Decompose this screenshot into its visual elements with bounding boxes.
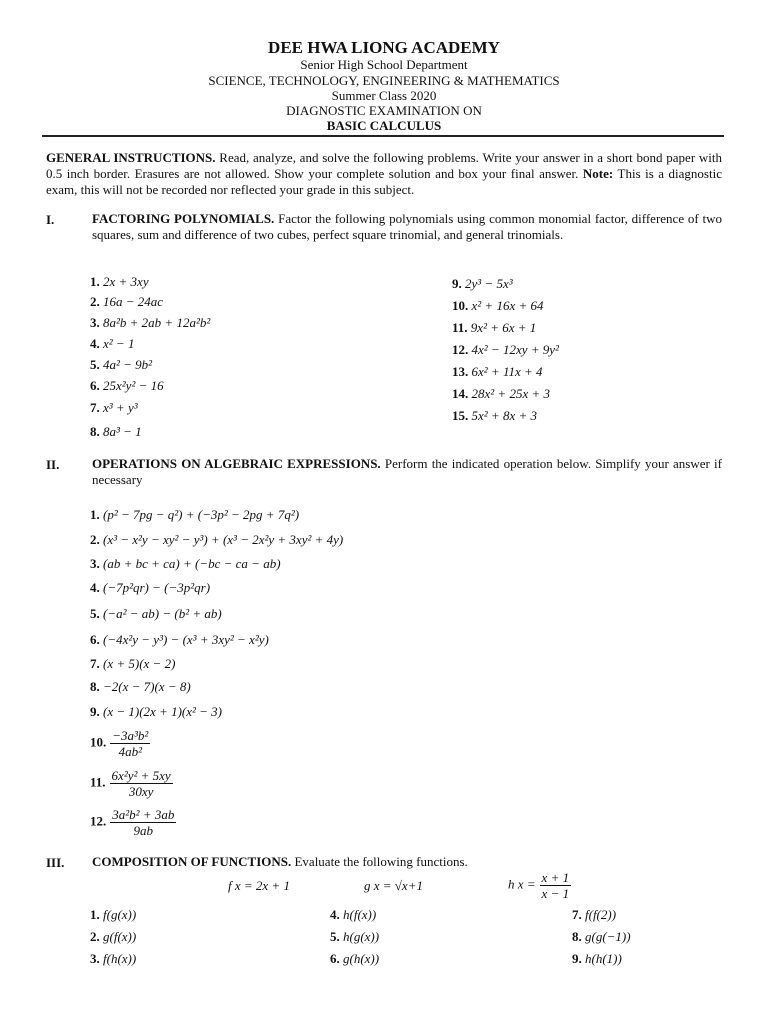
factoring-item: 6. 25x²y² − 16 (90, 378, 164, 393)
composition-item: 9. h(h(1)) (572, 951, 622, 966)
composition-item: 6. g(h(x)) (330, 951, 380, 966)
operation-item: 5. (−a² − ab) − (b² + ab) (90, 606, 222, 621)
department-line: Senior High School Department (300, 57, 468, 72)
strand-line: SCIENCE, TECHNOLOGY, ENGINEERING & MATHEMATICS (208, 73, 560, 88)
factoring-item: 15. 5x² + 8x + 3 (452, 408, 537, 423)
operation-item: 1. (p² − 7pg − q²) + (−3p² − 2pg + 7q²) (90, 507, 300, 522)
factoring-item: 2. 16a − 24ac (90, 294, 164, 309)
factoring-item: 13. 6x² + 11x + 4 (452, 364, 543, 379)
factoring-item: 12. 4x² − 12xy + 9y² (452, 342, 559, 357)
section-3-instructions (92, 854, 722, 870)
operation-item: 6. (−4x²y − y³) − (x³ + 3xy² − x²y) (90, 632, 269, 647)
section-3-numeral: III. (46, 855, 65, 870)
section-2-heading: OPERATIONS ON ALGEBRAIC EXPRESSIONS. (92, 456, 381, 471)
operation-item: 8. −2(x − 7)(x − 8) (90, 679, 191, 694)
instructions-label: GENERAL INSTRUCTIONS. (46, 150, 216, 165)
composition-item: 5. h(g(x)) (330, 929, 380, 944)
section-2-text: Perform the indicated operation below. Simplify your answer if necessary (92, 456, 722, 487)
factoring-item: 9. 2y³ − 5x³ (452, 276, 513, 291)
operation-item: 3. (ab + bc + ca) + (−bc − ca − ab) (90, 556, 281, 571)
composition-item: 8. g(g(−1)) (572, 929, 631, 944)
composition-item: 7. f(f(2)) (572, 907, 617, 922)
subject-line: BASIC CALCULUS (326, 118, 442, 133)
fraction-item: 10. $\frac{\text{−3a³b²}}{\text{4ab²}}$ (90, 728, 149, 759)
section-1-numeral: I. (46, 212, 55, 227)
factoring-item: 3. 8a²b + 2ab + 12a²b² (90, 315, 211, 330)
composition-item: 1. f(g(x)) (90, 907, 137, 922)
note-text: This is a diagnostic exam, this will not be recorded nor reflected your grade in this subject. (46, 166, 722, 197)
function-f: f x = 2x + 1 (228, 878, 290, 893)
composition-item: 3. f(h(x)) (90, 951, 137, 966)
note-label: Note: (582, 166, 614, 181)
section-3-heading: COMPOSITION OF FUNCTIONS. (92, 854, 292, 869)
function-g: g x = √x+1 (364, 878, 423, 893)
fraction-item: 12. $\frac{\text{3a²b² + 3ab}}{9ab}$ (90, 807, 175, 838)
operation-item: 7. (x + 5)(x − 2) (90, 656, 176, 671)
factoring-item: 11. 9x² + 6x + 1 (452, 320, 537, 335)
section-1-heading: FACTORING POLYNOMIALS. (92, 211, 275, 226)
factoring-item: 1. 2x + 3xy (90, 274, 149, 289)
function-h: h x = $\frac{x + 1}{x - 1}$ (508, 870, 570, 901)
general-instructions (46, 150, 722, 198)
section-2-instructions (92, 456, 722, 488)
section-2-numeral: II. (46, 457, 60, 472)
factoring-item: 4. x² − 1 (90, 336, 135, 351)
operation-item: 9. (x − 1)(2x + 1)(x² − 3) (90, 704, 222, 719)
exam-line: DIAGNOSTIC EXAMINATION ON (286, 103, 482, 118)
class-line: Summer Class 2020 (331, 88, 437, 103)
section-1-text: Factor the following polynomials using common monomial factor, difference of two squares, sum and difference of two cubes, perfect square trinomial, and general trinomials. (92, 211, 722, 242)
header-divider (42, 135, 724, 137)
instructions-text: Read, analyze, and solve the following problems. Write your answer in a short bond paper with 0.5 inch border. Erasures are not allowed. Show your complete solution and box your final answer. (46, 150, 722, 181)
composition-item: 2. g(f(x)) (90, 929, 137, 944)
section-1-instructions (92, 211, 722, 243)
factoring-item: 10. x² + 16x + 64 (452, 298, 544, 313)
operation-item: 2. (x³ − x²y − xy² − y³) + (x³ − 2x²y + 3xy² + 4y) (90, 532, 344, 547)
factoring-item: 8. 8a³ − 1 (90, 424, 142, 439)
fraction-item: 11. $\frac{\text{6x²y² + 5xy}}{30xy}$ (90, 768, 171, 799)
section-3-text: Evaluate the following functions. (291, 854, 468, 869)
factoring-item: 7. x³ + y³ (90, 400, 138, 415)
factoring-item: 5. 4a² − 9b² (90, 357, 153, 372)
factoring-item: 14. 28x² + 25x + 3 (452, 386, 550, 401)
composition-item: 4. h(f(x)) (330, 907, 377, 922)
operation-item: 4. (−7p²qr) − (−3p²qr) (90, 580, 211, 595)
school-title: DEE HWA LIONG ACADEMY (268, 38, 500, 57)
